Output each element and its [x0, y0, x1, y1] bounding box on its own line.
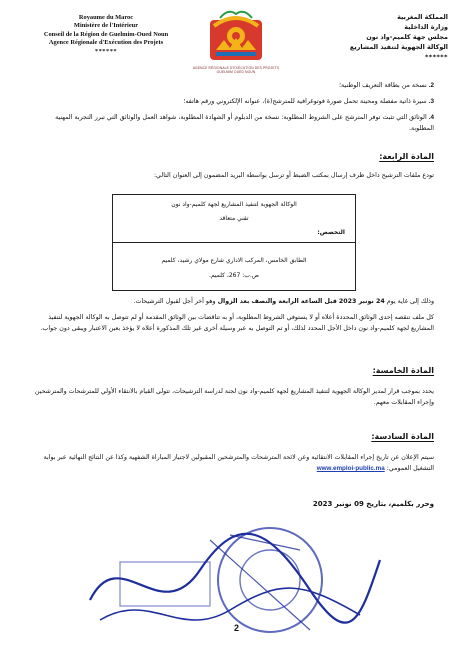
address-po-box: ص.ب: 267، كلميم.: [208, 272, 260, 279]
list-item: [34, 112, 434, 134]
article-6-body: سيتم الإعلان عن تاريخ إجراء المقابلات الانتقائية وعن لائحة المترشحات والمترشحين المقبولين لاجتياز المباراة الشفهية وكذا عن النتائج النهائية عبر بوابة التشغيل العمومي:: [43, 454, 434, 472]
header-kingdom: Royaume du Maroc: [78, 14, 134, 21]
closing-date: وحرر بكلميم، بتاريخ 09 نونبر 2023: [312, 500, 434, 508]
header-left-french: [26, 14, 186, 56]
header-council: Conseil de la Région de Guelmim-Oued Noun: [43, 30, 169, 38]
header-kingdom-ar: المملكة المغربية: [397, 13, 448, 21]
signature-stamp: [60, 520, 390, 650]
list-text: سيرة ذاتية مفصلة ومحينة تحمل صورة فوتوغرافية للمترشح(ة)، عنوانه الإلكتروني ورقم هاتفه؛: [183, 98, 427, 105]
address-specialty-label: التخصص:: [317, 229, 345, 236]
logo-caption: AGENCE RÉGIONALE D'EXÉCUTION DES PROJETS GUELMIM OUED NOUN: [192, 66, 280, 74]
article-6-text: [34, 452, 434, 474]
article-4-text: تودع ملفات الترشيح داخل ظرف إرسال بمكتب الضبط أو ترسل بواسطة البريد المضمون إلى العنوان التالي:: [153, 172, 434, 179]
deadline-date: 24 نونبر 2023: [338, 298, 385, 305]
article-5-title: المادة الخامسة:: [372, 366, 434, 375]
list-number: 3.: [428, 98, 434, 105]
list-number: 2.: [428, 82, 434, 89]
address-street: الطابق الخامس، المركب الاداري شارع مولاي رشيد، كلميم: [161, 257, 307, 264]
header-agency: Agence Régionale d'Exécution des Projets: [48, 39, 164, 47]
header-right-arabic: [258, 12, 448, 62]
list-text: الوثائق التي تثبت توفر المترشح على الشروط المطلوبة: نسخة من الدبلوم أو الشهادة المطلوبة، شواهد العمل والوثائق التي تبرر التجربة المهنية المطلوبة.: [55, 114, 434, 132]
list-number: 4.: [428, 114, 434, 121]
header-stars: ******: [94, 47, 118, 55]
deadline-time: قبل الساعة الرابعة والنصف بعد الزوال: [217, 298, 337, 305]
header-council-ar: مجلس جهة كلميم-واد نون: [366, 33, 448, 41]
list-text: نسخة من بطاقة التعريف الوطنية؛: [339, 82, 427, 89]
address-box: [112, 194, 356, 291]
header-stars-ar: ******: [424, 53, 448, 61]
list-item: [34, 96, 434, 107]
rejection-paragraph: كل ملف تنقصه إحدى الوثائق المحددة أعلاه أو لا يستوفي الشروط المطلوبة، أو به تناقضات بين الوثائق المقدمة أو لم تتوصل به الوكالة الجهوية لتنفيذ المشاريع لجهة كلميم-واد نون داخل الأجل المحدد لذلك، أو تم التوصل به عبر وسيلة أخرى غير تلك المذكورة أعلاه لا يؤخذ بعين الاعتبار ويبقى دون جواب.: [40, 314, 434, 332]
header-ministry-ar: وزارة الداخلية: [404, 23, 448, 31]
article-4-title: المادة الرابعة:: [379, 152, 434, 161]
article-6-title: المادة السادسة:: [371, 432, 434, 441]
list-item: [34, 80, 434, 91]
deadline-pre: وذلك إلى غاية يوم: [386, 298, 434, 305]
emploi-public-link[interactable]: www.emploi-public.ma: [316, 465, 385, 472]
header-ministry: Ministère de l'Intérieur: [73, 22, 139, 30]
header-agency-ar: الوكالة الجهوية لتنفيذ المشاريع: [349, 43, 448, 51]
address-divider: [113, 242, 355, 243]
page-number: 2: [234, 623, 240, 633]
article-5-text: يحدد بموجب قرار لمدير الوكالة الجهوية لتنفيذ المشاريع لجهة كلميم-واد نون لجنة لدراسة الترشيحات، تتولى القيام بالانتقاء الأولي للمترشحات والمترشحين وإجراء المقابلات معهم.: [34, 388, 434, 406]
deadline-post: وهو آخر أجل لقبول الترشيحات.: [133, 298, 216, 305]
address-agency: الوكالة الجهوية لتنفيذ المشاريع لجهة كلميم-واد نون: [171, 201, 297, 208]
deadline-paragraph: [34, 296, 434, 307]
address-position: تقني متعاقد: [219, 215, 249, 222]
